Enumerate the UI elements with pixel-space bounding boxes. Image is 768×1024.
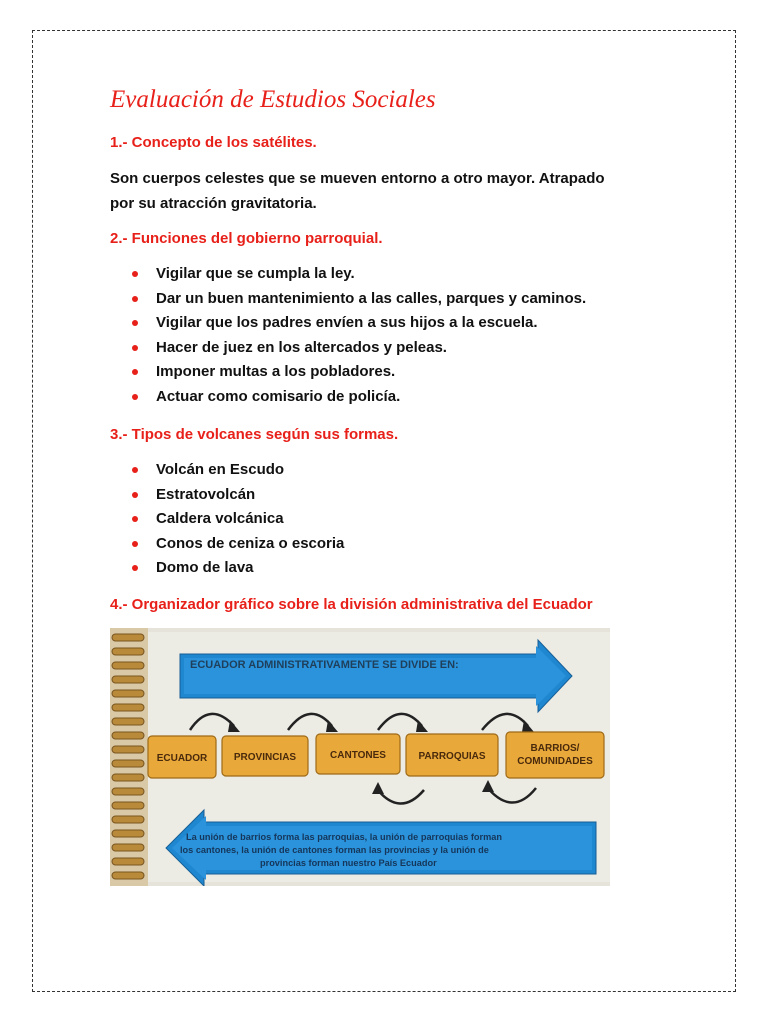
- list-item: Volcán en Escudo: [132, 458, 344, 483]
- bullet-icon: [132, 492, 138, 498]
- svg-text:CANTONES: CANTONES: [330, 750, 386, 761]
- bullet-icon: [132, 345, 138, 351]
- bullet-icon: [132, 541, 138, 547]
- list-item: Vigilar que los padres envíen a sus hijos a la escuela.: [132, 311, 586, 336]
- list-item: Imponer multas a los pobladores.: [132, 360, 586, 385]
- section-2-list: [132, 262, 586, 410]
- svg-text:ECUADOR: ECUADOR: [156, 753, 208, 764]
- box-barrios-comunidades: [506, 732, 604, 778]
- section-3-heading: 3.- Tipos de volcanes según sus formas.: [110, 426, 399, 443]
- list-item: Domo de lava: [132, 556, 344, 581]
- spiral-binding-icon: [110, 628, 148, 886]
- svg-text:los cantones, la unión de cant: los cantones, la unión de cantones forman las provincias y la unión de: [180, 845, 489, 855]
- bullet-icon: [132, 296, 138, 302]
- section-1-line-2: por su atracción gravitatoria.: [110, 195, 317, 212]
- bullet-icon: [132, 369, 138, 375]
- bullet-icon: [132, 467, 138, 473]
- box-cantones: [316, 734, 400, 774]
- section-1-heading: 1.- Concepto de los satélites.: [110, 134, 317, 151]
- bullet-icon: [132, 516, 138, 522]
- document-title: Evaluación de Estudios Sociales: [110, 86, 436, 113]
- box-provincias: [222, 736, 308, 776]
- svg-text:PROVINCIAS: PROVINCIAS: [233, 752, 297, 763]
- bullet-icon: [132, 565, 138, 571]
- box-parroquias: [406, 734, 498, 776]
- box-ecuador: [148, 736, 216, 778]
- bullet-icon: [132, 271, 138, 277]
- list-item: Vigilar que se cumpla la ley.: [132, 262, 586, 287]
- section-1-line-1: Son cuerpos celestes que se mueven entorno a otro mayor. Atrapado: [110, 170, 605, 187]
- diagram-photo: [110, 628, 610, 886]
- bullet-icon: [132, 320, 138, 326]
- list-item: Estratovolcán: [132, 483, 344, 508]
- list-item: Actuar como comisario de policía.: [132, 385, 586, 410]
- bullet-icon: [132, 394, 138, 400]
- svg-text:COMUNIDADES: COMUNIDADES: [517, 756, 593, 767]
- list-item: Hacer de juez en los altercados y peleas.: [132, 336, 586, 361]
- section-3-list: [132, 458, 344, 581]
- svg-text:La unión de barrios forma las: La unión de barrios forma las parroquias, la unión de parroquias forman: [186, 832, 503, 842]
- svg-text:PARROQUIAS: PARROQUIAS: [418, 751, 486, 762]
- section-1-paragraph: [110, 166, 650, 216]
- list-item: Dar un buen mantenimiento a las calles, parques y caminos.: [132, 287, 586, 312]
- list-item: Caldera volcánica: [132, 507, 344, 532]
- section-4-heading: 4.- Organizador gráfico sobre la división administrativa del Ecuador: [110, 596, 593, 613]
- division-boxes: [148, 732, 604, 778]
- section-2-heading: 2.- Funciones del gobierno parroquial.: [110, 230, 383, 247]
- svg-text:BARRIOS/: BARRIOS/: [530, 743, 580, 754]
- top-arrow-label: ECUADOR ADMINISTRATIVAMENTE SE DIVIDE EN:: [190, 659, 459, 671]
- svg-text:provincias forman nuestro País: provincias forman nuestro País Ecuador: [260, 858, 437, 868]
- list-item: Conos de ceniza o escoria: [132, 532, 344, 557]
